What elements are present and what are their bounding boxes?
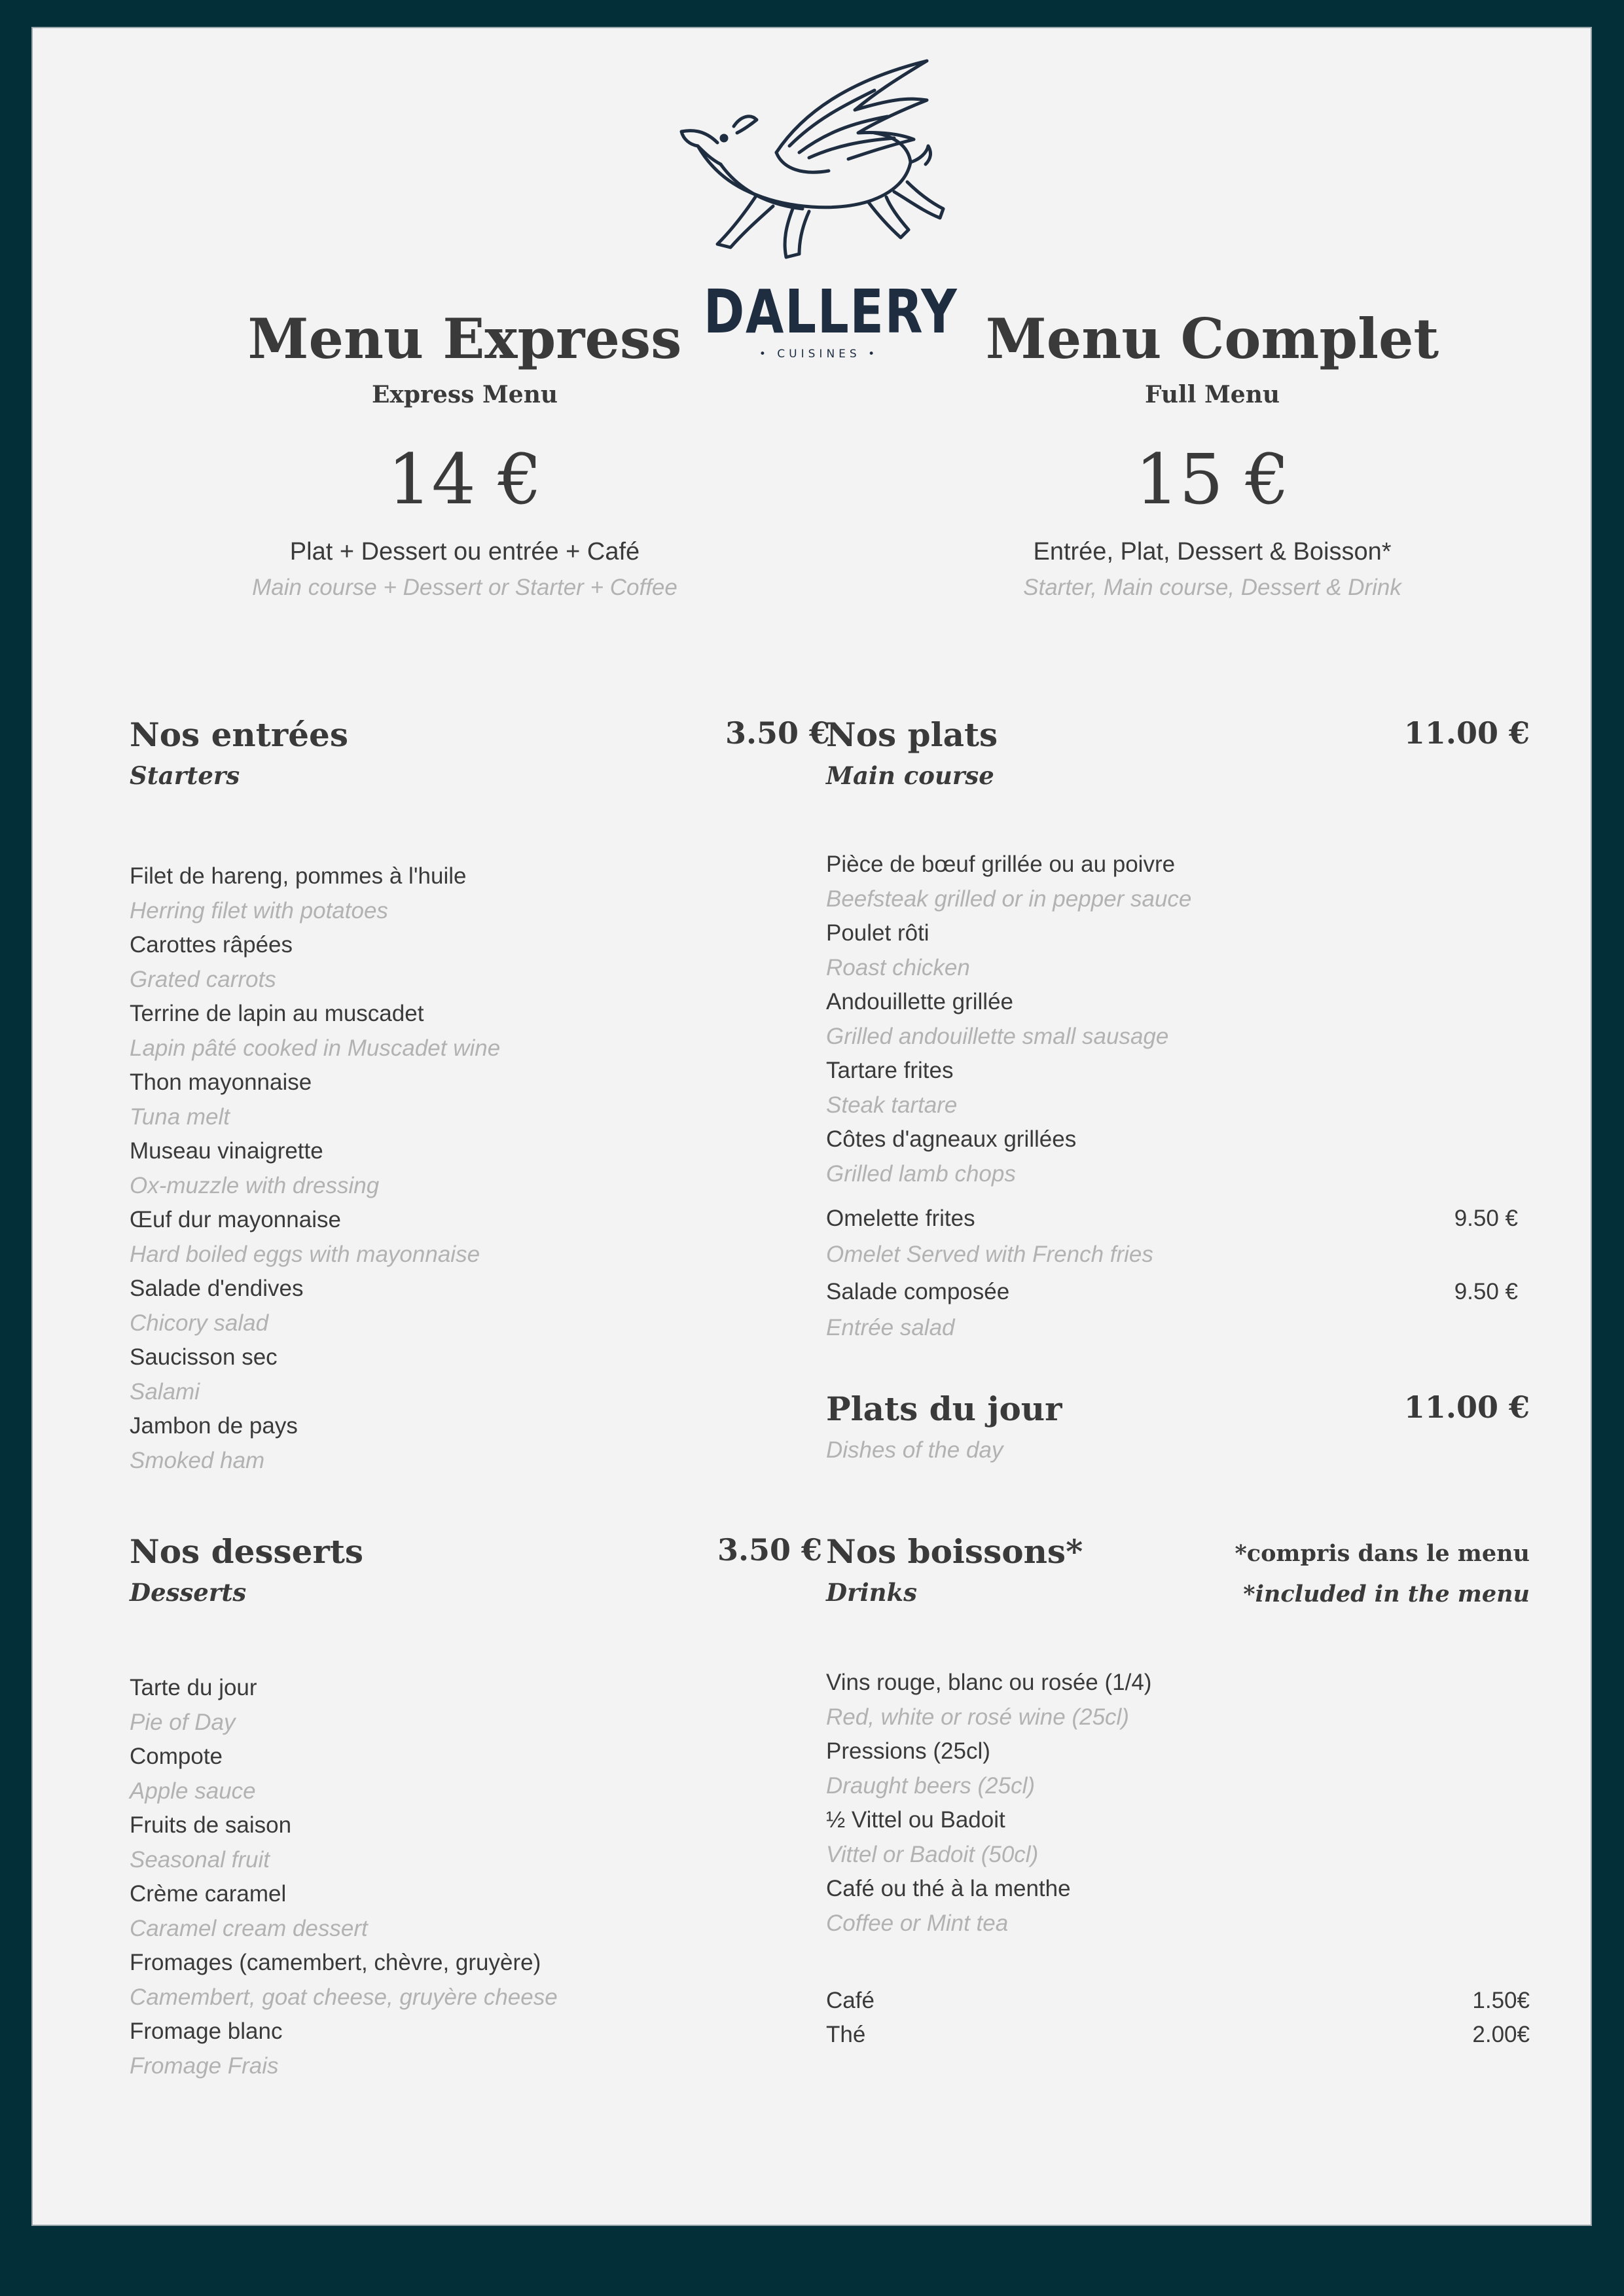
list-item-en: Smoked ham [130,1448,265,1473]
list-item-en: Draught beers (25cl) [826,1773,1036,1799]
list-item-en: Lapin pâté cooked in Muscadet wine [130,1035,501,1061]
menu-express-subtitle: Express Menu [371,381,558,408]
list-item-en: Vittel or Badoit (50cl) [826,1842,1039,1867]
list-item: Poulet rôti [826,920,929,946]
list-item: Fruits de saison [130,1812,292,1838]
menu-express-title: Menu Express [247,306,682,371]
plats-list [826,848,1481,1191]
list-item: Carottes râpées [130,932,293,958]
list-item: Jambon de pays [130,1413,298,1439]
list-item: Fromage blanc [130,2018,283,2044]
list-item: Tarte du jour [130,1675,257,1700]
list-item: Salade composée [826,1279,1010,1304]
list-item: Andouillette grillée [826,989,1014,1014]
list-item-en: Beefsteak grilled or in pepper sauce [826,886,1192,912]
list-item-en: Chicory salad [130,1310,269,1336]
list-item: Salade d'endives [130,1276,304,1301]
list-item-en: Camembert, goat cheese, gruyère cheese [130,1984,558,2010]
logo-tagline: • CUISINES • [759,348,879,361]
boissons-note: *compris dans le menu [1235,1540,1530,1567]
list-item-en: Herring filet with potatoes [130,898,388,924]
menu-complet-title: Menu Complet [985,306,1439,371]
list-item: Compote [130,1744,223,1769]
list-item: Pièce de bœuf grillée ou au poivre [826,852,1176,877]
entrees-title: Nos entrées [130,715,348,754]
list-item-en: Fromage Frais [130,2053,279,2079]
menu-complet [918,303,1507,604]
list-item-en: Roast chicken [826,955,970,980]
plats-du-jour-subtitle: Dishes of the day [826,1437,1003,1463]
list-item-en: Ox-muzzle with dressing [130,1173,380,1198]
plats-subtitle: Main course [826,761,994,790]
list-item: Terrine de lapin au muscadet [130,1001,424,1026]
list-item: Café ou thé à la menthe [826,1876,1071,1901]
list-item: Côtes d'agneaux grillées [826,1126,1077,1152]
list-item: Thé [826,2022,866,2047]
list-item: ½ Vittel ou Badoit [826,1807,1005,1833]
list-item-en: Caramel cream dessert [130,1916,368,1941]
plats-du-jour-price: 11.00 € [1403,1390,1530,1425]
list-item-en: Entrée salad [826,1315,955,1340]
menu-complet-desc: Entrée, Plat, Dessert & Boisson* [1033,538,1392,565]
menu-page [31,27,1592,2226]
menu-complet-price: 15 € [1134,439,1290,520]
item-price: 9.50 € [1454,1206,1518,1231]
section-plats [826,715,1530,1488]
entrees-list [130,859,784,1478]
menu-complet-desc-en: Starter, Main course, Dessert & Drink [1023,575,1401,600]
section-boissons [826,1532,1530,2089]
boissons-title: Nos boissons* [826,1532,1083,1571]
list-item: Tartare frites [826,1058,954,1083]
desserts-subtitle: Desserts [130,1578,247,1607]
list-item-en: Grated carrots [130,967,276,992]
list-item: Omelette frites [826,1206,975,1231]
plats-title: Nos plats [826,715,998,754]
list-item-en: Red, white or rosé wine (25cl) [826,1704,1129,1730]
entrees-subtitle: Starters [130,761,240,790]
item-price: 1.50€ [1472,1988,1530,2013]
boissons-list [826,1666,1481,1941]
menu-express-desc-en: Main course + Dessert or Starter + Coffee [252,575,677,600]
list-item-en: Omelet Served with French fries [826,1242,1153,1267]
list-item-en: Grilled andouillette small sausage [826,1024,1169,1049]
list-item-en: Steak tartare [826,1092,958,1118]
list-item: Saucisson sec [130,1344,278,1370]
item-price: 2.00€ [1472,2022,1530,2047]
entrees-price: 3.50 € [725,715,830,751]
boissons-note-en: *included in the menu [1243,1581,1530,1607]
list-item-en: Coffee or Mint tea [826,1910,1009,1936]
list-item: Œuf dur mayonnaise [130,1207,341,1232]
menu-express [170,303,759,604]
logo-wordmark: DALLERY [703,277,958,347]
list-item-en: Pie of Day [130,1710,236,1735]
boissons-subtitle: Drinks [826,1578,918,1607]
list-item-en: Tuna melt [130,1104,230,1130]
list-item-en: Salami [130,1379,200,1405]
list-item-en: Apple sauce [130,1778,256,1804]
desserts-title: Nos desserts [130,1532,364,1571]
list-item: Pressions (25cl) [826,1738,990,1764]
menu-express-desc: Plat + Dessert ou entrée + Café [289,538,640,565]
plats-price: 11.00 € [1403,715,1530,751]
menu-express-price: 14 € [387,439,542,520]
list-item-en: Hard boiled eggs with mayonnaise [130,1242,480,1267]
list-item: Crème caramel [130,1881,287,1907]
list-item-en: Grilled lamb chops [826,1161,1016,1187]
item-price: 9.50 € [1454,1279,1518,1304]
list-item: Filet de hareng, pommes à l'huile [130,863,467,889]
plats-du-jour-title: Plats du jour [826,1390,1062,1428]
list-item: Thon mayonnaise [130,1069,312,1095]
list-item-en: Seasonal fruit [130,1847,270,1873]
list-item: Museau vinaigrette [130,1138,323,1164]
list-item: Fromages (camembert, chèvre, gruyère) [130,1950,541,1975]
desserts-price: 3.50 € [717,1532,822,1568]
menu-complet-subtitle: Full Menu [1144,381,1280,408]
desserts-list [130,1671,784,2083]
list-item: Café [826,1988,875,2013]
flying-pig-icon [678,54,960,277]
list-item: Vins rouge, blanc ou rosée (1/4) [826,1670,1152,1695]
